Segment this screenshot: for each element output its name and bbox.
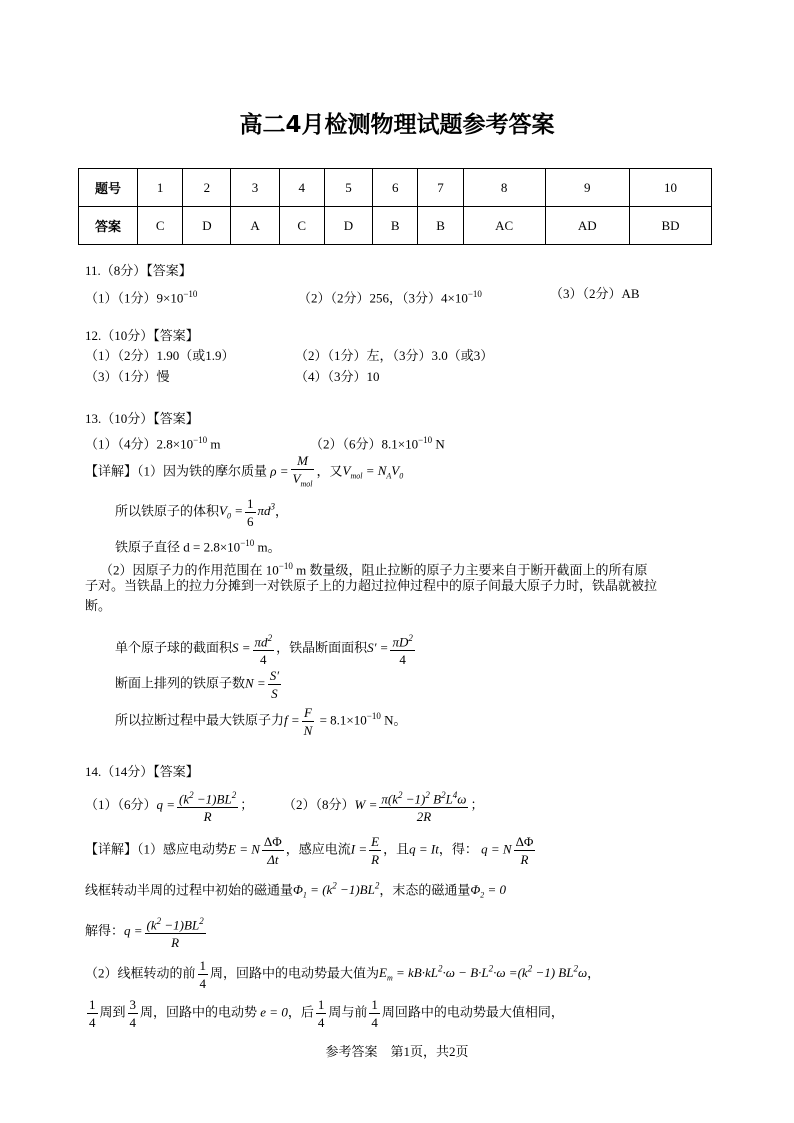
text: 解得： [85, 923, 125, 939]
text: 周与前 [328, 1004, 368, 1020]
exponent: −10 [193, 435, 208, 445]
text: （2）（8分） [283, 797, 355, 813]
q12-answer-1: （1）（2分）1.90（或1.9） [85, 348, 235, 363]
text: 周，回路中的电动势最大值为 [210, 965, 380, 981]
exponent: −10 [278, 561, 293, 571]
q11-header: 11.（8分）【答案】 [85, 263, 192, 278]
fraction: $\frac{S'}{S}$ [269, 668, 280, 701]
formula: W = [354, 797, 378, 813]
formula: I = [350, 841, 368, 857]
fraction: $\frac{1}{4}$ [317, 997, 325, 1030]
table-cell: 5 [324, 169, 372, 207]
q13-detail-2: 所以铁原子的体积$V_0$ = $\frac{1}{6}$ $\pi d^3$， [115, 496, 289, 529]
table-cell: 6 [373, 169, 418, 207]
formula: $\Phi_2 = 0$ [470, 882, 507, 900]
formula: E = N [228, 841, 260, 857]
fraction: $\frac{\Delta\Phi}{\Delta t}$ [263, 834, 282, 867]
formula: q = [156, 797, 176, 813]
q13-header: 13.（10分）【答案】 [85, 411, 199, 426]
fraction: $\frac{\pi d^2}{4}$ [253, 630, 275, 668]
exponent: −10 [467, 289, 482, 299]
q13-detail-3 [115, 535, 281, 555]
text: ，得： [438, 841, 478, 857]
formula: e = 0 [260, 1004, 288, 1020]
exponent: −10 [240, 538, 255, 548]
q12-answer-3: （3）（1分）慢 [85, 369, 170, 384]
table-row-answers [79, 207, 712, 245]
exponent: −10 [366, 711, 381, 722]
text: ，后 [287, 1004, 314, 1020]
unit: N。 [380, 712, 407, 728]
formula: q = [124, 923, 143, 939]
table-cell: 9 [545, 169, 630, 207]
value: = 8.1×10 [316, 712, 367, 728]
formula: $\Phi_1 = (k^2 -1)BL^2$ [293, 881, 380, 900]
q13-detail-4 [100, 558, 647, 578]
text: 铁原子直径 [115, 539, 181, 555]
q14-answer-1: （1）（6分）q = $\frac{(k^2 -1)BL^2}{R}$ ； [85, 787, 253, 825]
text: ，末态的磁通量 [379, 882, 471, 898]
answer-table [78, 168, 712, 245]
q13-detail-9 [115, 704, 406, 739]
text: （2）线框转动的前 [85, 965, 196, 981]
fraction: $\frac{(k^2 -1)BL^2}{R}$ [145, 913, 206, 951]
fraction: $\frac{1}{4}$ [199, 958, 207, 991]
q14-answer-2: （2）（8分）W = $\frac{\pi(k^2 -1)^2 B^2L^4\omega}{2R}$ ； [283, 787, 484, 825]
text: 单个原子球的截面积 [115, 640, 233, 656]
text: （2）因原子力的作用范围在 10 [100, 562, 279, 578]
text: （1）（6分） [85, 797, 157, 813]
text: m 数量级，阻止拉断的原子力主要来自于断开截面上的所有原 [292, 562, 648, 578]
fraction: $\frac{1}{6}$ [247, 496, 254, 529]
table-cell: B [373, 207, 418, 245]
unit: N [432, 436, 445, 452]
table-cell: 8 [463, 169, 545, 207]
formula: q = It [409, 841, 439, 857]
table-cell: C [138, 207, 183, 245]
q12-answer-4: （4）（3分）10 [295, 369, 380, 384]
text: ，且 [383, 841, 410, 857]
page-title: 高二4月检测物理试题参考答案 [239, 112, 555, 138]
fraction: $\frac{3}{4}$ [129, 997, 137, 1030]
q13-answer-2 [310, 432, 445, 452]
formula: $\pi d^3$ [257, 502, 276, 519]
q11-answer-3: （3）（2分）AB [550, 286, 640, 301]
fraction: $\frac{F}{N}$ [303, 705, 313, 738]
q14-detail-5 [85, 996, 564, 1031]
text: 【详解】（1）因为铁的摩尔质量 [85, 463, 268, 479]
q13-detail-5: 子对。当铁晶上的拉力分摊到一对铁原子上的力超过拉伸过程中的原子间最大原子力时，铁晶就被拉 [85, 578, 658, 593]
q13-detail-1 [85, 452, 403, 493]
text: （2）（2分）256，（3分）4×10 [298, 290, 468, 306]
q14-detail-4: （2）线框转动的前 $\frac{1}{4}$ 周，回路中的电动势最大值为$E_m = kB\cdot kL^2\cdot\omega - B\cdot L^2\cdot\omega =(k^2 -1)$ $BL^2\omega$， [85, 958, 601, 991]
fraction: $\frac{1}{4}$ [89, 997, 96, 1030]
table-cell: 2 [183, 169, 231, 207]
formula: $V_0$ = [219, 503, 243, 522]
value: d = 2.8×10 [183, 539, 241, 555]
table-cell: C [279, 207, 324, 245]
table-cell: A [231, 207, 279, 245]
text: 【详解】（1）感应电动势 [85, 841, 229, 857]
unit: m [207, 436, 221, 452]
q11-answer-2 [298, 286, 482, 306]
formula: $V_{mol} = N_AV_0$ [342, 463, 404, 481]
q13-answer-1 [85, 432, 221, 452]
q14-detail-2 [85, 878, 506, 904]
table-cell: 1 [138, 169, 183, 207]
fraction: $\frac{(k^2 -1)BL^2}{R}$ [177, 787, 238, 825]
fraction: $\frac{\Delta\Phi}{R}$ [515, 834, 534, 867]
table-row-numbers [79, 169, 712, 207]
table-cell: B [418, 207, 463, 245]
q13-detail-8 [115, 667, 283, 702]
text: 周回路中的电动势最大值相同， [381, 1004, 564, 1020]
q14-detail-3 [85, 913, 208, 951]
q12-header: 12.（10分）【答案】 [85, 328, 199, 343]
table-cell: AD [545, 207, 630, 245]
text: 线框转动半周的过程中初始的磁通量 [85, 882, 294, 898]
text: 周，回路中的电动势 [140, 1004, 258, 1020]
text: （2）（6分）8.1×10 [310, 436, 419, 452]
formula: N = [245, 675, 266, 691]
text: 所以铁原子的体积 [115, 503, 220, 519]
row-label: 题号 [79, 169, 138, 207]
exponent: −10 [183, 289, 198, 299]
table-cell: 7 [418, 169, 463, 207]
text: 所以拉断过程中最大铁原子力 [115, 712, 285, 728]
text: ，铁晶断面面积 [276, 640, 368, 656]
fraction: $\frac{1}{4}$ [371, 997, 378, 1030]
table-cell: D [324, 207, 372, 245]
table-cell: 4 [279, 169, 324, 207]
fraction: $\frac{\pi D^2}{4}$ [390, 630, 414, 668]
formula: f = [284, 712, 300, 728]
table-cell: 10 [630, 169, 712, 207]
fraction: $\frac{E}{R}$ [371, 834, 380, 867]
table-cell: 3 [231, 169, 279, 207]
fraction: $\frac{\pi(k^2 -1)^2 B^2L^4\omega}{2R}$ [379, 787, 468, 825]
q14-header: 14.（14分）【答案】 [85, 764, 199, 779]
formula: ρ = [270, 463, 289, 479]
q12-answer-2: （2）（1分）左，（3分）3.0（或3） [295, 348, 494, 363]
exponent: −10 [418, 435, 433, 445]
table-cell: AC [463, 207, 545, 245]
q14-detail-1 [85, 833, 537, 868]
table-cell: BD [630, 207, 712, 245]
unit: m。 [254, 539, 281, 555]
table-cell: D [183, 207, 231, 245]
page-footer: 参考答案 第1页，共2页 [325, 1044, 469, 1059]
formula: q = N [481, 841, 512, 857]
q11-answer-1 [85, 286, 197, 306]
row-label: 答案 [79, 207, 138, 245]
text: （1）（4分）2.8×10 [85, 436, 194, 452]
formula: S′ = [367, 640, 389, 656]
text: ，感应电流 [285, 841, 351, 857]
text: （1）（1分）9×10 [85, 290, 184, 306]
fraction: M $V_{mol}$ [292, 453, 313, 489]
formula: $E_m = kB\cdot kL^2\cdot\omega - B\cdot L^2\cdot\omega =(k^2 -1)$ $BL^2\omega$ [379, 964, 588, 984]
q13-detail-7 [115, 630, 417, 668]
text: ，又 [316, 463, 343, 479]
text: 断面上排列的铁原子数 [115, 675, 246, 691]
q13-detail-6: 断。 [85, 598, 112, 613]
text: 周到 [99, 1004, 126, 1020]
formula: S = [232, 640, 251, 656]
